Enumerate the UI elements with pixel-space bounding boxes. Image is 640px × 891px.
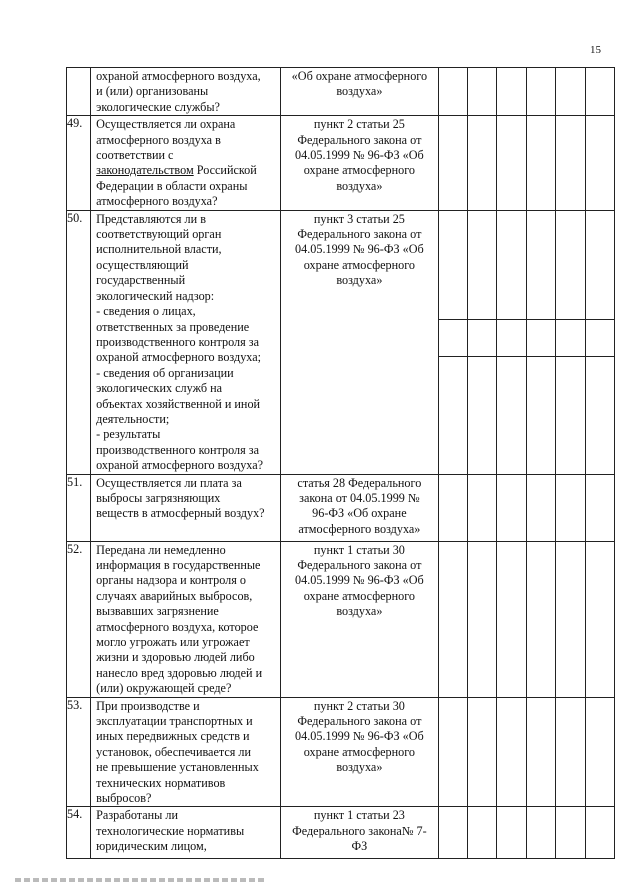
answer-cell[interactable] xyxy=(497,807,526,859)
answer-cell[interactable] xyxy=(585,68,614,116)
scan-edge-artifact xyxy=(15,878,265,882)
legal-basis-text: пункт 2 статьи 30 Федерального закона от 04.05.1999 № 96-ФЗ «Об охране атмосферного воздуха» xyxy=(295,698,424,775)
table-row xyxy=(67,541,615,697)
answer-cell[interactable] xyxy=(526,697,555,807)
row-number: 54. xyxy=(67,807,91,859)
legal-basis-cell xyxy=(281,116,438,210)
answer-cell[interactable] xyxy=(526,541,555,697)
legal-basis-text: статья 28 Федерального закона от 04.05.1999 № 96-ФЗ «Об охране атмосферного воздуха» xyxy=(297,475,422,536)
table-row xyxy=(67,116,615,210)
question-cell xyxy=(91,210,281,474)
question-cell xyxy=(91,68,281,116)
answer-cell[interactable] xyxy=(438,697,467,807)
legal-basis-text: пункт 1 статьи 23 Федерального закона№ 7- ФЗ xyxy=(292,808,427,854)
answer-cell[interactable] xyxy=(497,210,526,474)
question-text xyxy=(91,116,280,209)
legal-basis-cell xyxy=(281,68,438,116)
answer-cell[interactable] xyxy=(438,474,467,541)
answer-cell[interactable] xyxy=(468,210,497,474)
question-cell xyxy=(91,697,281,807)
legal-basis-cell xyxy=(281,474,438,541)
answer-cell[interactable] xyxy=(438,210,467,474)
answer-cell[interactable] xyxy=(585,807,614,859)
page-number: 15 xyxy=(590,44,601,56)
answer-cell[interactable] xyxy=(585,697,614,807)
checklist-table xyxy=(66,67,615,859)
answer-cell[interactable] xyxy=(556,807,585,859)
answer-cell[interactable] xyxy=(468,541,497,697)
legal-basis-cell xyxy=(281,807,438,859)
table-row xyxy=(67,474,615,541)
question-text: Разработаны ли технологические нормативы юридическим лицом, xyxy=(96,808,245,854)
row-number xyxy=(67,68,91,116)
answer-cell[interactable] xyxy=(438,541,467,697)
answer-cell[interactable] xyxy=(556,68,585,116)
answer-cell[interactable] xyxy=(468,697,497,807)
answer-cell[interactable] xyxy=(585,541,614,697)
legal-basis-text: пункт 2 статьи 25 Федерального закона от 04.05.1999 № 96-ФЗ «Об охране атмосферного воздуха» xyxy=(295,117,424,193)
answer-cell[interactable] xyxy=(497,541,526,697)
answer-cell[interactable] xyxy=(585,116,614,210)
answer-cell[interactable] xyxy=(468,68,497,116)
legal-basis-text: пункт 3 статьи 25 Федерального закона от 04.05.1999 № 96-ФЗ «Об охране атмосферного воздуха» xyxy=(295,211,424,288)
question-text: Осуществляется ли плата за выбросы загрязняющих веществ в атмосферный воздух? xyxy=(96,475,265,521)
answer-cell[interactable] xyxy=(497,116,526,210)
answer-cell[interactable] xyxy=(556,697,585,807)
legal-basis-cell xyxy=(281,541,438,697)
answer-cell[interactable] xyxy=(585,210,614,474)
answer-cell[interactable] xyxy=(556,210,585,474)
table-row xyxy=(67,210,615,474)
table-row xyxy=(67,697,615,807)
question-text: Представляются ли в соответствующий орган исполнительной власти, осуществляющий государственный экологический надзор: - сведения о лицах, ответственных за проведение производственного контроля за охраной атмосферного воздуха; - сведения об организации экологических служб на объектах хозяйственной и иной деятельности; - результаты производственного контроля за охраной атмосферного воздуха? xyxy=(96,211,264,473)
answer-cell[interactable] xyxy=(556,541,585,697)
answer-cell[interactable] xyxy=(468,807,497,859)
table-row xyxy=(67,68,615,116)
row-number: 53. xyxy=(67,697,91,807)
table-row xyxy=(67,807,615,859)
answer-cell[interactable] xyxy=(556,474,585,541)
answer-cell[interactable] xyxy=(468,116,497,210)
question-text: охраной атмосферного воздуха, и (или) организованы экологические службы? xyxy=(96,69,261,114)
legislation-link[interactable]: законодательством xyxy=(96,163,194,178)
answer-cell[interactable] xyxy=(438,116,467,210)
answer-cell[interactable] xyxy=(585,474,614,541)
legal-basis-cell xyxy=(281,697,438,807)
row-number: 52. xyxy=(67,541,91,697)
answer-cell[interactable] xyxy=(438,68,467,116)
answer-cell[interactable] xyxy=(497,697,526,807)
row-number: 51. xyxy=(67,474,91,541)
answer-cell[interactable] xyxy=(497,68,526,116)
question-text-part: Российской Федерации в области охраны атмосферного воздуха? xyxy=(96,163,257,209)
answer-cell[interactable] xyxy=(526,210,555,474)
legal-basis-cell xyxy=(281,210,438,474)
question-cell xyxy=(91,541,281,697)
answer-cell[interactable] xyxy=(556,116,585,210)
question-cell xyxy=(91,116,281,210)
answer-cell[interactable] xyxy=(526,474,555,541)
question-cell xyxy=(91,807,281,859)
answer-cell[interactable] xyxy=(438,807,467,859)
question-text: При производстве и эксплуатации транспортных и иных передвижных средств и установок, обеспечивается ли не превышение установленных технических нормативов выбросов? xyxy=(96,698,259,806)
answer-cell[interactable] xyxy=(526,116,555,210)
legal-basis-text: «Об охране атмосферного воздуха» xyxy=(291,69,428,99)
question-text: Передана ли немедленно информация в государственные органы надзора и контроля о случаях аварийных выбросов, вызвавших загрязнение атмосферного воздуха, которое могло угрожать или угрожает жизни и здоровью людей либо нанесло вред здоровью людей и (или) окружающей среде? xyxy=(96,542,263,696)
answer-cell[interactable] xyxy=(497,474,526,541)
answer-cell[interactable] xyxy=(468,474,497,541)
row-number: 49. xyxy=(67,116,91,210)
question-cell xyxy=(91,474,281,541)
answer-cell[interactable] xyxy=(526,807,555,859)
row-number: 50. xyxy=(67,210,91,474)
legal-basis-text: пункт 1 статьи 30 Федерального закона от 04.05.1999 № 96-ФЗ «Об охране атмосферного воздуха» xyxy=(295,542,424,619)
answer-cell[interactable] xyxy=(526,68,555,116)
question-text-part: Осуществляется ли охрана атмосферного воздуха в соответствии с xyxy=(96,117,236,163)
